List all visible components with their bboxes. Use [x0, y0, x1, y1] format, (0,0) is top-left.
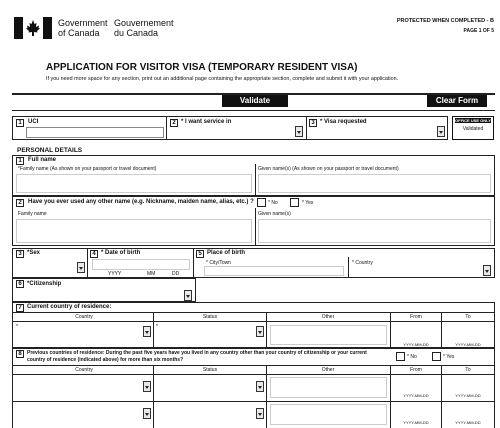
other-given-name-input[interactable] — [258, 219, 491, 243]
family-name-input[interactable] — [16, 174, 252, 193]
q8-no-label: * No — [407, 354, 417, 360]
q8-yes-label: * Yes — [443, 354, 455, 360]
sex-dropdown[interactable] — [77, 262, 85, 273]
q3-label: *Sex — [27, 250, 41, 256]
q8-vline-3 — [390, 365, 391, 428]
q2-yes-checkbox[interactable] — [290, 198, 299, 207]
q3-divider — [87, 248, 88, 278]
q8-no-checkbox[interactable] — [396, 352, 405, 361]
q7-country-dropdown[interactable] — [143, 326, 151, 337]
city-input[interactable] — [204, 266, 344, 276]
q8-vline-2 — [266, 365, 267, 428]
form-title: APPLICATION FOR VISITOR VISA (TEMPORARY RESIDENT VISA) — [46, 62, 358, 73]
citizenship-dropdown[interactable] — [184, 290, 192, 301]
q7-country-star: * — [16, 324, 18, 330]
q8-row1-from-format: YYYY-MM-DD — [403, 393, 429, 398]
q6-label: *Citizenship — [27, 281, 62, 287]
dob-dd-label: DD — [172, 271, 180, 277]
q2-yes-label: * Yes — [302, 200, 314, 206]
q7-status-star: * — [156, 324, 158, 330]
gov-en-wordmark — [58, 18, 108, 38]
service-dropdown[interactable] — [295, 126, 303, 137]
uci-label: UCI — [28, 119, 39, 125]
dob-yyyy-label: YYYY — [108, 271, 122, 277]
service-number: 2 — [170, 119, 178, 127]
q2-no-label: * No — [268, 200, 278, 206]
personal-details-heading: PERSONAL DETAILS — [17, 147, 83, 154]
q8-vline-1 — [153, 365, 154, 428]
q2-given-label: Given name(s) — [258, 211, 291, 217]
gov-en-line2: of Canada — [58, 28, 100, 38]
given-name-input[interactable] — [258, 174, 491, 193]
q4-divider — [193, 248, 194, 278]
q5-number: 5 — [196, 250, 204, 258]
q8-row1-bottom — [12, 401, 495, 402]
q7-vline-4 — [441, 312, 442, 348]
gov-fr-line1: Gouvernement — [114, 18, 174, 28]
q7-status-dropdown[interactable] — [256, 326, 264, 337]
q5-label: Place of birth — [207, 250, 246, 256]
q1-given-label: Given name(s) (As shown on your passport or travel document) — [258, 166, 399, 172]
q7-col-country: Country — [75, 314, 93, 320]
q2-divider — [255, 208, 256, 246]
q7-vline-2 — [266, 312, 267, 348]
q2-label: Have you ever used any other name (e.g. Nickname, maiden name, alias, etc.) ? — [28, 199, 254, 205]
q8-row2-other-input[interactable] — [270, 404, 387, 425]
q4-number: 4 — [90, 250, 98, 258]
country-label: * Country — [352, 260, 373, 266]
q1-number: 1 — [16, 157, 24, 165]
q8-label-line1: Previous countries of residence: During the past five years have you lived in any country other than your country of citizenship or your current — [27, 350, 367, 356]
office-use-label: OFFICE USE ONLY — [455, 118, 491, 123]
canada-flag-icon — [14, 17, 52, 39]
q8-col-from: From — [410, 367, 422, 373]
q8-row2-country-dropdown[interactable] — [143, 408, 151, 419]
birth-country-dropdown[interactable] — [483, 265, 491, 276]
protected-label: PROTECTED WHEN COMPLETED - B — [396, 18, 494, 24]
q8-col-to: To — [465, 367, 471, 373]
gov-en-line1: Government — [58, 18, 108, 28]
q8-row1-to-format: YYYY-MM-DD — [455, 393, 481, 398]
q3-number: 3 — [16, 250, 24, 258]
q7-vline-1 — [153, 312, 154, 348]
q8-header-top — [12, 365, 495, 366]
validated-status: Validated — [462, 126, 484, 132]
gov-fr-line2: du Canada — [114, 28, 159, 38]
q1-divider — [255, 164, 256, 196]
q8-yes-checkbox[interactable] — [432, 352, 441, 361]
q5-inner-divider — [348, 257, 349, 278]
q1-label: Full name — [28, 157, 57, 163]
q7-col-to: To — [465, 314, 471, 320]
q8-header-bottom — [12, 374, 495, 375]
q7-label: Current country of residence: — [27, 304, 112, 310]
clear-form-button[interactable]: Clear Form — [427, 95, 487, 107]
button-bar-rule — [12, 110, 495, 111]
q8-row1-country-dropdown[interactable] — [143, 381, 151, 392]
q7-col-status: Status — [202, 314, 218, 320]
q7-other-input[interactable] — [270, 325, 387, 345]
q2-family-label: Family name — [18, 211, 47, 217]
q7-number: 7 — [16, 304, 24, 312]
row1-divider-1 — [166, 116, 167, 140]
q7-header-bottom — [12, 321, 495, 322]
q8-col-status: Status — [202, 367, 218, 373]
form-instructions: If you need more space for any section, print out an additional page containing the appropriate section, complete and submit it with your application. — [46, 76, 399, 82]
page-number: PAGE 1 OF 5 — [463, 28, 494, 34]
q8-row1-other-input[interactable] — [270, 377, 387, 398]
q7-vline-3 — [390, 312, 391, 348]
visa-label: * Visa requested — [320, 119, 367, 125]
visa-dropdown[interactable] — [437, 126, 445, 137]
q8-row1-status-dropdown[interactable] — [256, 381, 264, 392]
q8-col-country: Country — [75, 367, 93, 373]
q2-number: 2 — [16, 199, 24, 207]
row1-divider-2 — [306, 116, 307, 140]
q7-from-format: YYYY-MM-DD — [403, 342, 429, 347]
uci-number: 1 — [16, 119, 24, 127]
q8-row2-to-format: YYYY-MM-DD — [455, 420, 481, 425]
validate-button[interactable]: Validate — [222, 95, 288, 107]
q7-col-other: Other — [321, 314, 335, 320]
q7-col-from: From — [410, 314, 422, 320]
q8-vline-4 — [441, 365, 442, 428]
dob-mm-label: MM — [147, 271, 156, 277]
other-family-name-input[interactable] — [16, 219, 252, 243]
q6-number: 6 — [16, 280, 24, 288]
q8-row2-from-format: YYYY-MM-DD — [403, 420, 429, 425]
q1-family-label: *Family name (As shown on your passport or travel document) — [18, 166, 157, 172]
dob-input[interactable] — [92, 259, 190, 270]
q8-label-line2: country of residence (indicated above) for more than six months? — [27, 357, 184, 363]
service-label: * I want service in — [181, 119, 232, 125]
q8-col-other: Other — [321, 367, 335, 373]
q8-number: 8 — [16, 350, 24, 358]
q7-header-top — [12, 312, 495, 313]
q2-no-checkbox[interactable] — [257, 198, 266, 207]
gov-fr-wordmark — [114, 18, 174, 38]
visa-number: 3 — [309, 119, 317, 127]
uci-input[interactable] — [26, 127, 164, 138]
q4-label: * Date of birth — [101, 250, 141, 256]
q8-row2-status-dropdown[interactable] — [256, 408, 264, 419]
city-label: * City/Town — [206, 260, 232, 266]
q7-to-format: YYYY-MM-DD — [455, 342, 481, 347]
